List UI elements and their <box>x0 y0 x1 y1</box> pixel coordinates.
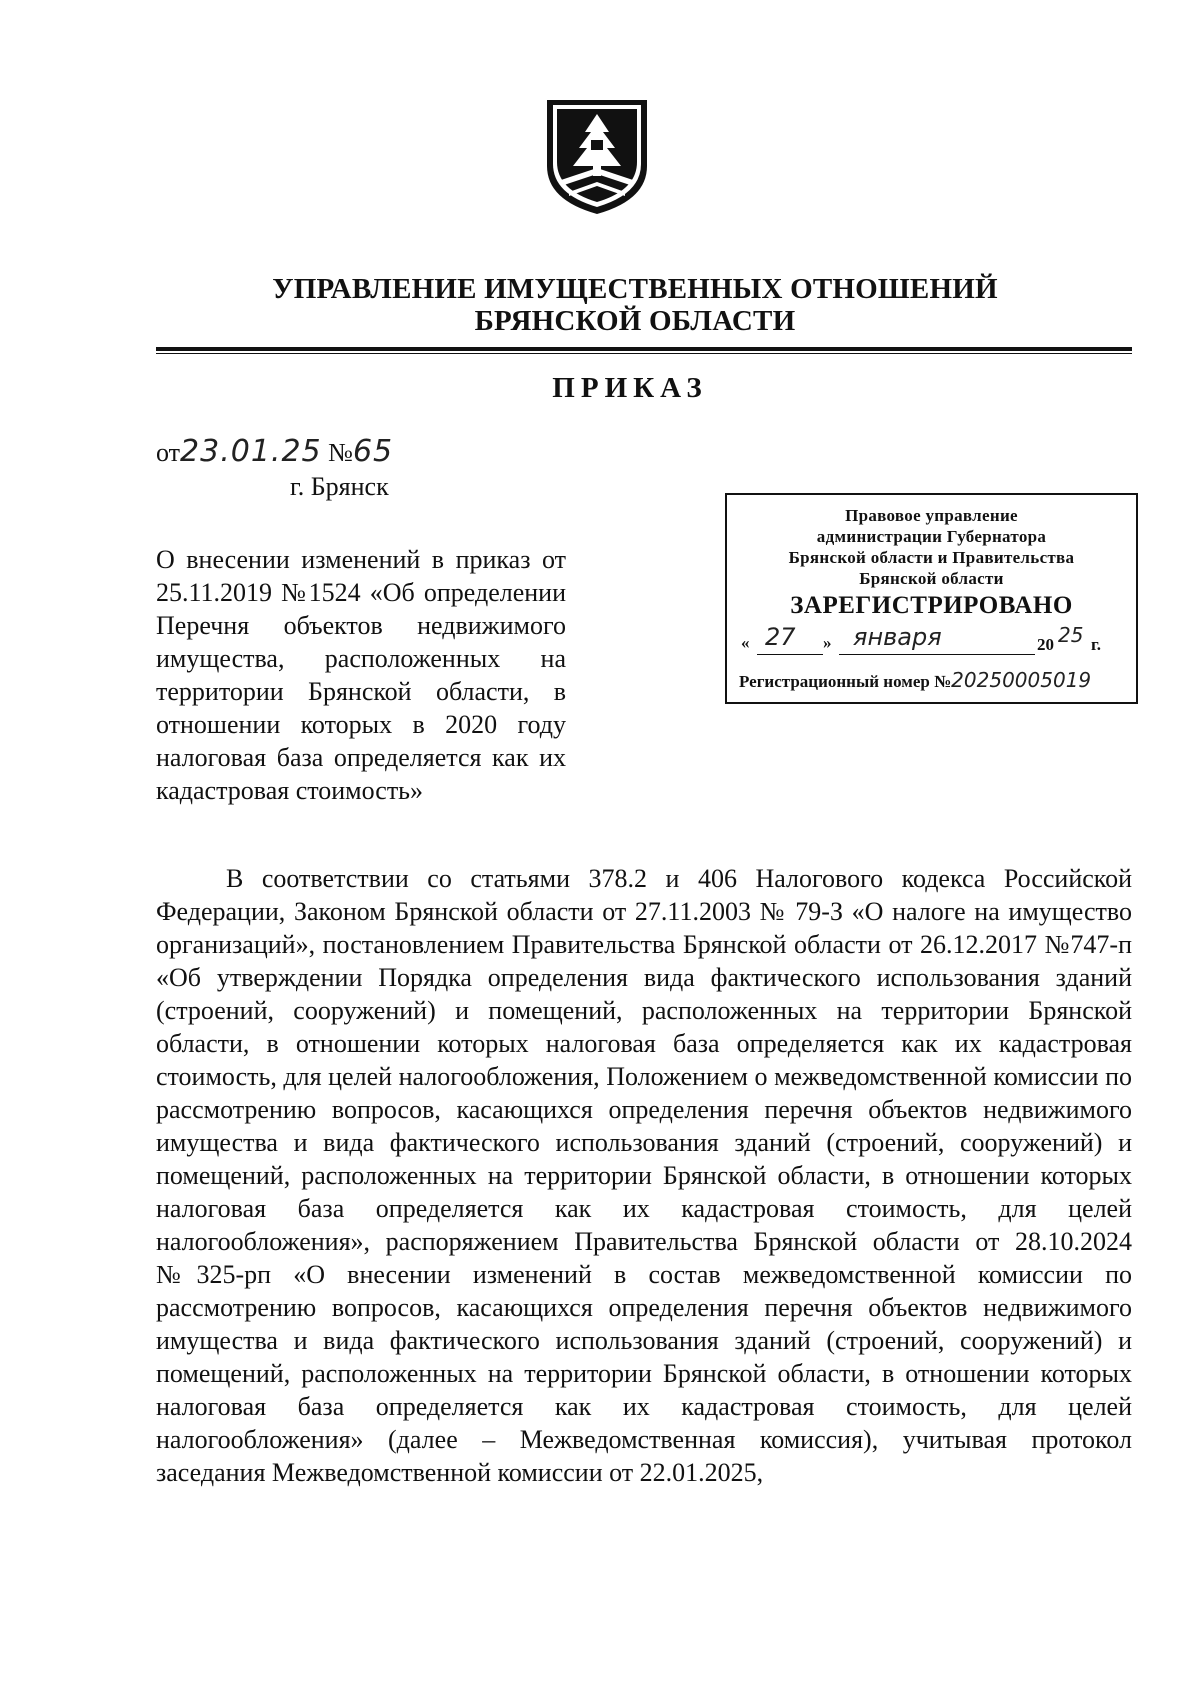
stamp-year-prefix: 20 <box>1037 635 1054 654</box>
document-title: ПРИКАЗ <box>552 372 708 404</box>
body-paragraph: В соответствии со статьями 378.2 и 406 Налогового кодекса Российской Федерации, Законом Брянской области от 27.11.2003 № 79-З «О налоге на имущество организаций», постановлением Правительства Брянской области от 26.12.2017 №747-п «Об утверждении Порядка определения вида фактического использования зданий (строений, сооружений) и помещений, расположенных на территории Брянской области, в отношении которых налоговая база определяется как их кадастровая стоимость, для целей налогообложения, Положением о межведомственной комиссии по рассмотрению вопросов, касающихся определения перечня объектов недвижимого имущества и вида фактического использования зданий (строений, сооружений) и помещений, расположенных на территории Брянской области, в отношении которых налоговая база определяется как их кадастровая стоимость, для целей налогообложения», распоряжением Правительства Брянской области от 28.10.2024 №325-рп «О внесении изменений в состав межведомственной комиссии по рассмотрению вопросов, касающихся определения перечня объектов недвижимого имущества и вида фактического использования зданий (строений, сооружений) и помещений, расположенных на территории Брянской области, в отношении которых налоговая база определяется как их кадастровая стоимость, для целей налогообложения» (далее – Межведомственная комиссия), учитывая протокол заседания Межведомственной комиссии от 22.01.2025, <box>156 864 1132 1487</box>
stamp-line2: администрации Губернатора <box>816 527 1047 546</box>
order-from-label: от <box>156 438 181 467</box>
stamp-line4: Брянской области <box>859 569 1004 588</box>
stamp-reg-label: Регистрационный номер № <box>739 672 952 691</box>
order-subject: О внесении изменений в приказ от 25.11.2019 №1524 «Об определении Перечня объектов недвижимого имущества, расположенных на территории Брянской области, в отношении которых в 2020 году налоговая база определяется как их кадастровая стоимость» <box>156 545 566 805</box>
stamp-year-handwritten: 25 <box>1058 623 1084 647</box>
order-number-label: № <box>328 438 353 467</box>
header-rule-thin <box>156 353 1132 354</box>
stamp-day-underline <box>757 654 823 655</box>
organization-name-line1: УПРАВЛЕНИЕ ИМУЩЕСТВЕННЫХ ОТНОШЕНИЙ <box>272 273 998 305</box>
order-number-handwritten: 65 <box>352 434 394 469</box>
stamp-registered: ЗАРЕГИСТРИРОВАНО <box>790 592 1073 619</box>
stamp-year-suffix: г. <box>1091 635 1102 654</box>
stamp-line1: Правовое управление <box>845 506 1018 525</box>
order-date-number <box>156 434 393 469</box>
stamp-reg-number-handwritten: 20250005019 <box>951 668 1092 692</box>
header-rule-thick <box>156 347 1132 351</box>
order-city: г. Брянск <box>290 472 389 501</box>
stamp-quote-close: » <box>823 633 832 652</box>
coat-of-arms-emblem-icon <box>541 96 653 218</box>
stamp-line3: Брянской области и Правительства <box>788 548 1075 567</box>
organization-name-line2: БРЯНСКОЙ ОБЛАСТИ <box>474 305 796 337</box>
stamp-day-handwritten: 27 <box>765 623 796 651</box>
stamp-date-line <box>727 621 1136 665</box>
stamp-month-handwritten: января <box>853 623 942 651</box>
stamp-registration-number <box>739 668 1091 692</box>
order-date-handwritten: 23.01.25 <box>180 434 322 469</box>
stamp-month-underline <box>839 654 1035 655</box>
registration-stamp <box>725 493 1138 704</box>
stamp-quote-open: « <box>741 633 750 652</box>
